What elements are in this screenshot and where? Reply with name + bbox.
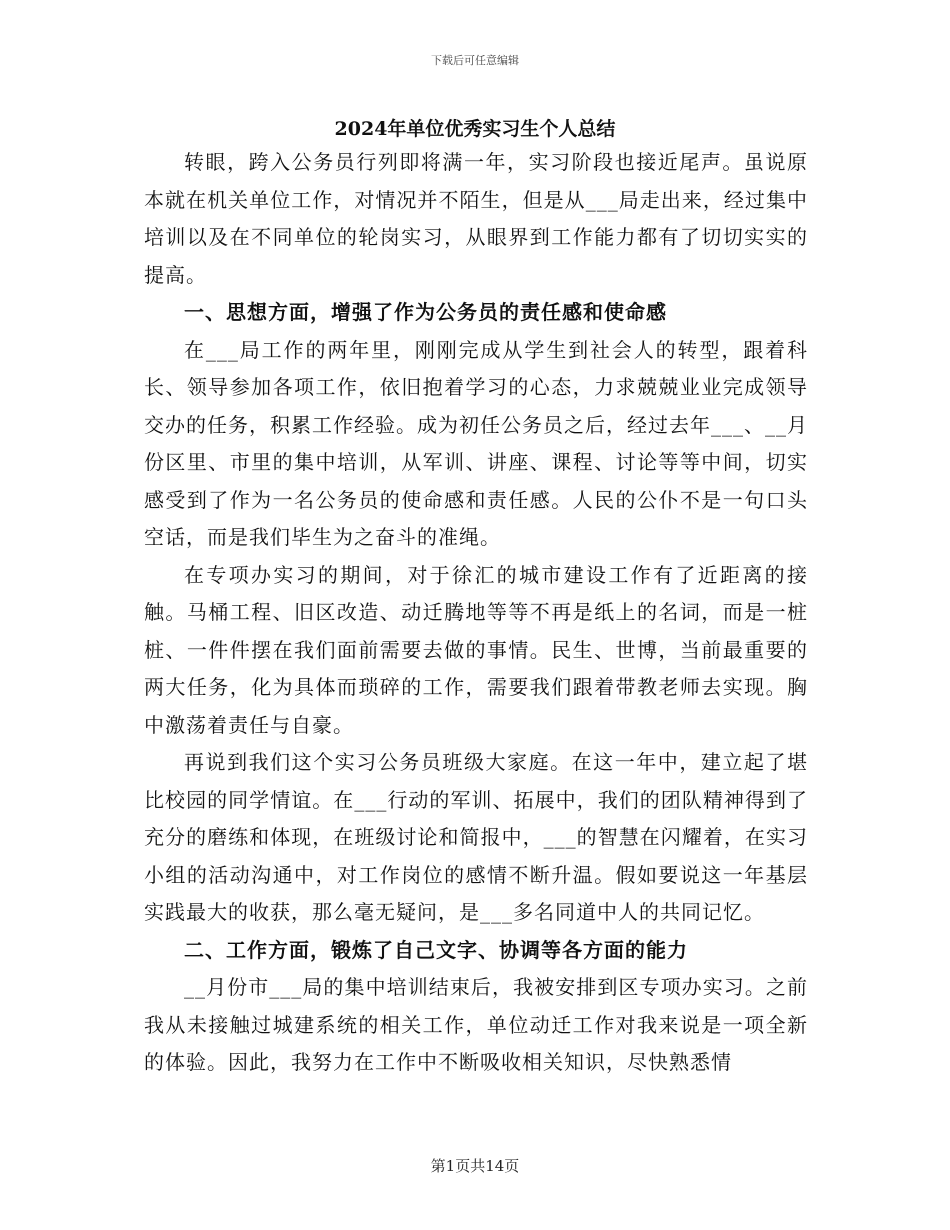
page-footer: 第1页共14页 (430, 1157, 520, 1175)
paragraph: 再说到我们这个实习公务员班级大家庭。在这一年中，建立起了堪比校园的同学情谊。在___行动的军训、拓展中，我们的团队精神得到了充分的磨练和体现，在班级讨论和简报中，___的智慧在闪耀着，在实习小组的活动沟通中，对工作岗位的感情不断升温。假如要说这一年基层实践最大的收获，那么毫无疑问，是___多名同道中人的共同记忆。 (144, 750, 808, 924)
section-heading-1: 一、思想方面，增强了作为公务员的责任感和使命感 (184, 300, 667, 324)
paragraph-intro: 转眼，跨入公务员行列即将满一年，实习阶段也接近尾声。虽说原本就在机关单位工作，对情况并不陌生，但是从___局走出来，经过集中培训以及在不同单位的轮岗实习，从眼界到工作能力都有了切切实实的提高。 (144, 150, 808, 287)
paragraph: 在___局工作的两年里，刚刚完成从学生到社会人的转型，跟着科长、领导参加各项工作，依旧抱着学习的心态，力求兢兢业业完成领导交办的任务，积累工作经验。成为初任公务员之后，经过去年___、__月份区里、市里的集中培训，从军训、讲座、课程、讨论等等中间，切实感受到了作为一名公务员的使命感和责任感。人民的公仆不是一句口头空话，而是我们毕生为之奋斗的准绳。 (144, 337, 808, 549)
header-note: 下载后可任意编辑 (431, 54, 519, 67)
document-title: 2024年单位优秀实习生个人总结 (334, 118, 616, 140)
paragraph: 在专项办实习的期间，对于徐汇的城市建设工作有了近距离的接触。马桶工程、旧区改造、动迁腾地等等不再是纸上的名词，而是一桩桩、一件件摆在我们面前需要去做的事情。民生、世博，当前最重要的两大任务，化为具体而琐碎的工作，需要我们跟着带教老师去实现。胸中激荡着责任与自豪。 (144, 562, 808, 737)
section-heading-2: 二、工作方面，锻炼了自己文字、协调等各方面的能力 (184, 937, 688, 962)
document-body (144, 144, 808, 1082)
paragraph: __月份市___局的集中培训结束后，我被安排到区专项办实习。之前我从未接触过城建系统的相关工作，单位动迁工作对我来说是一项全新的体验。因此，我努力在工作中不断吸收相关知识，尽快熟悉情 (144, 975, 808, 1074)
